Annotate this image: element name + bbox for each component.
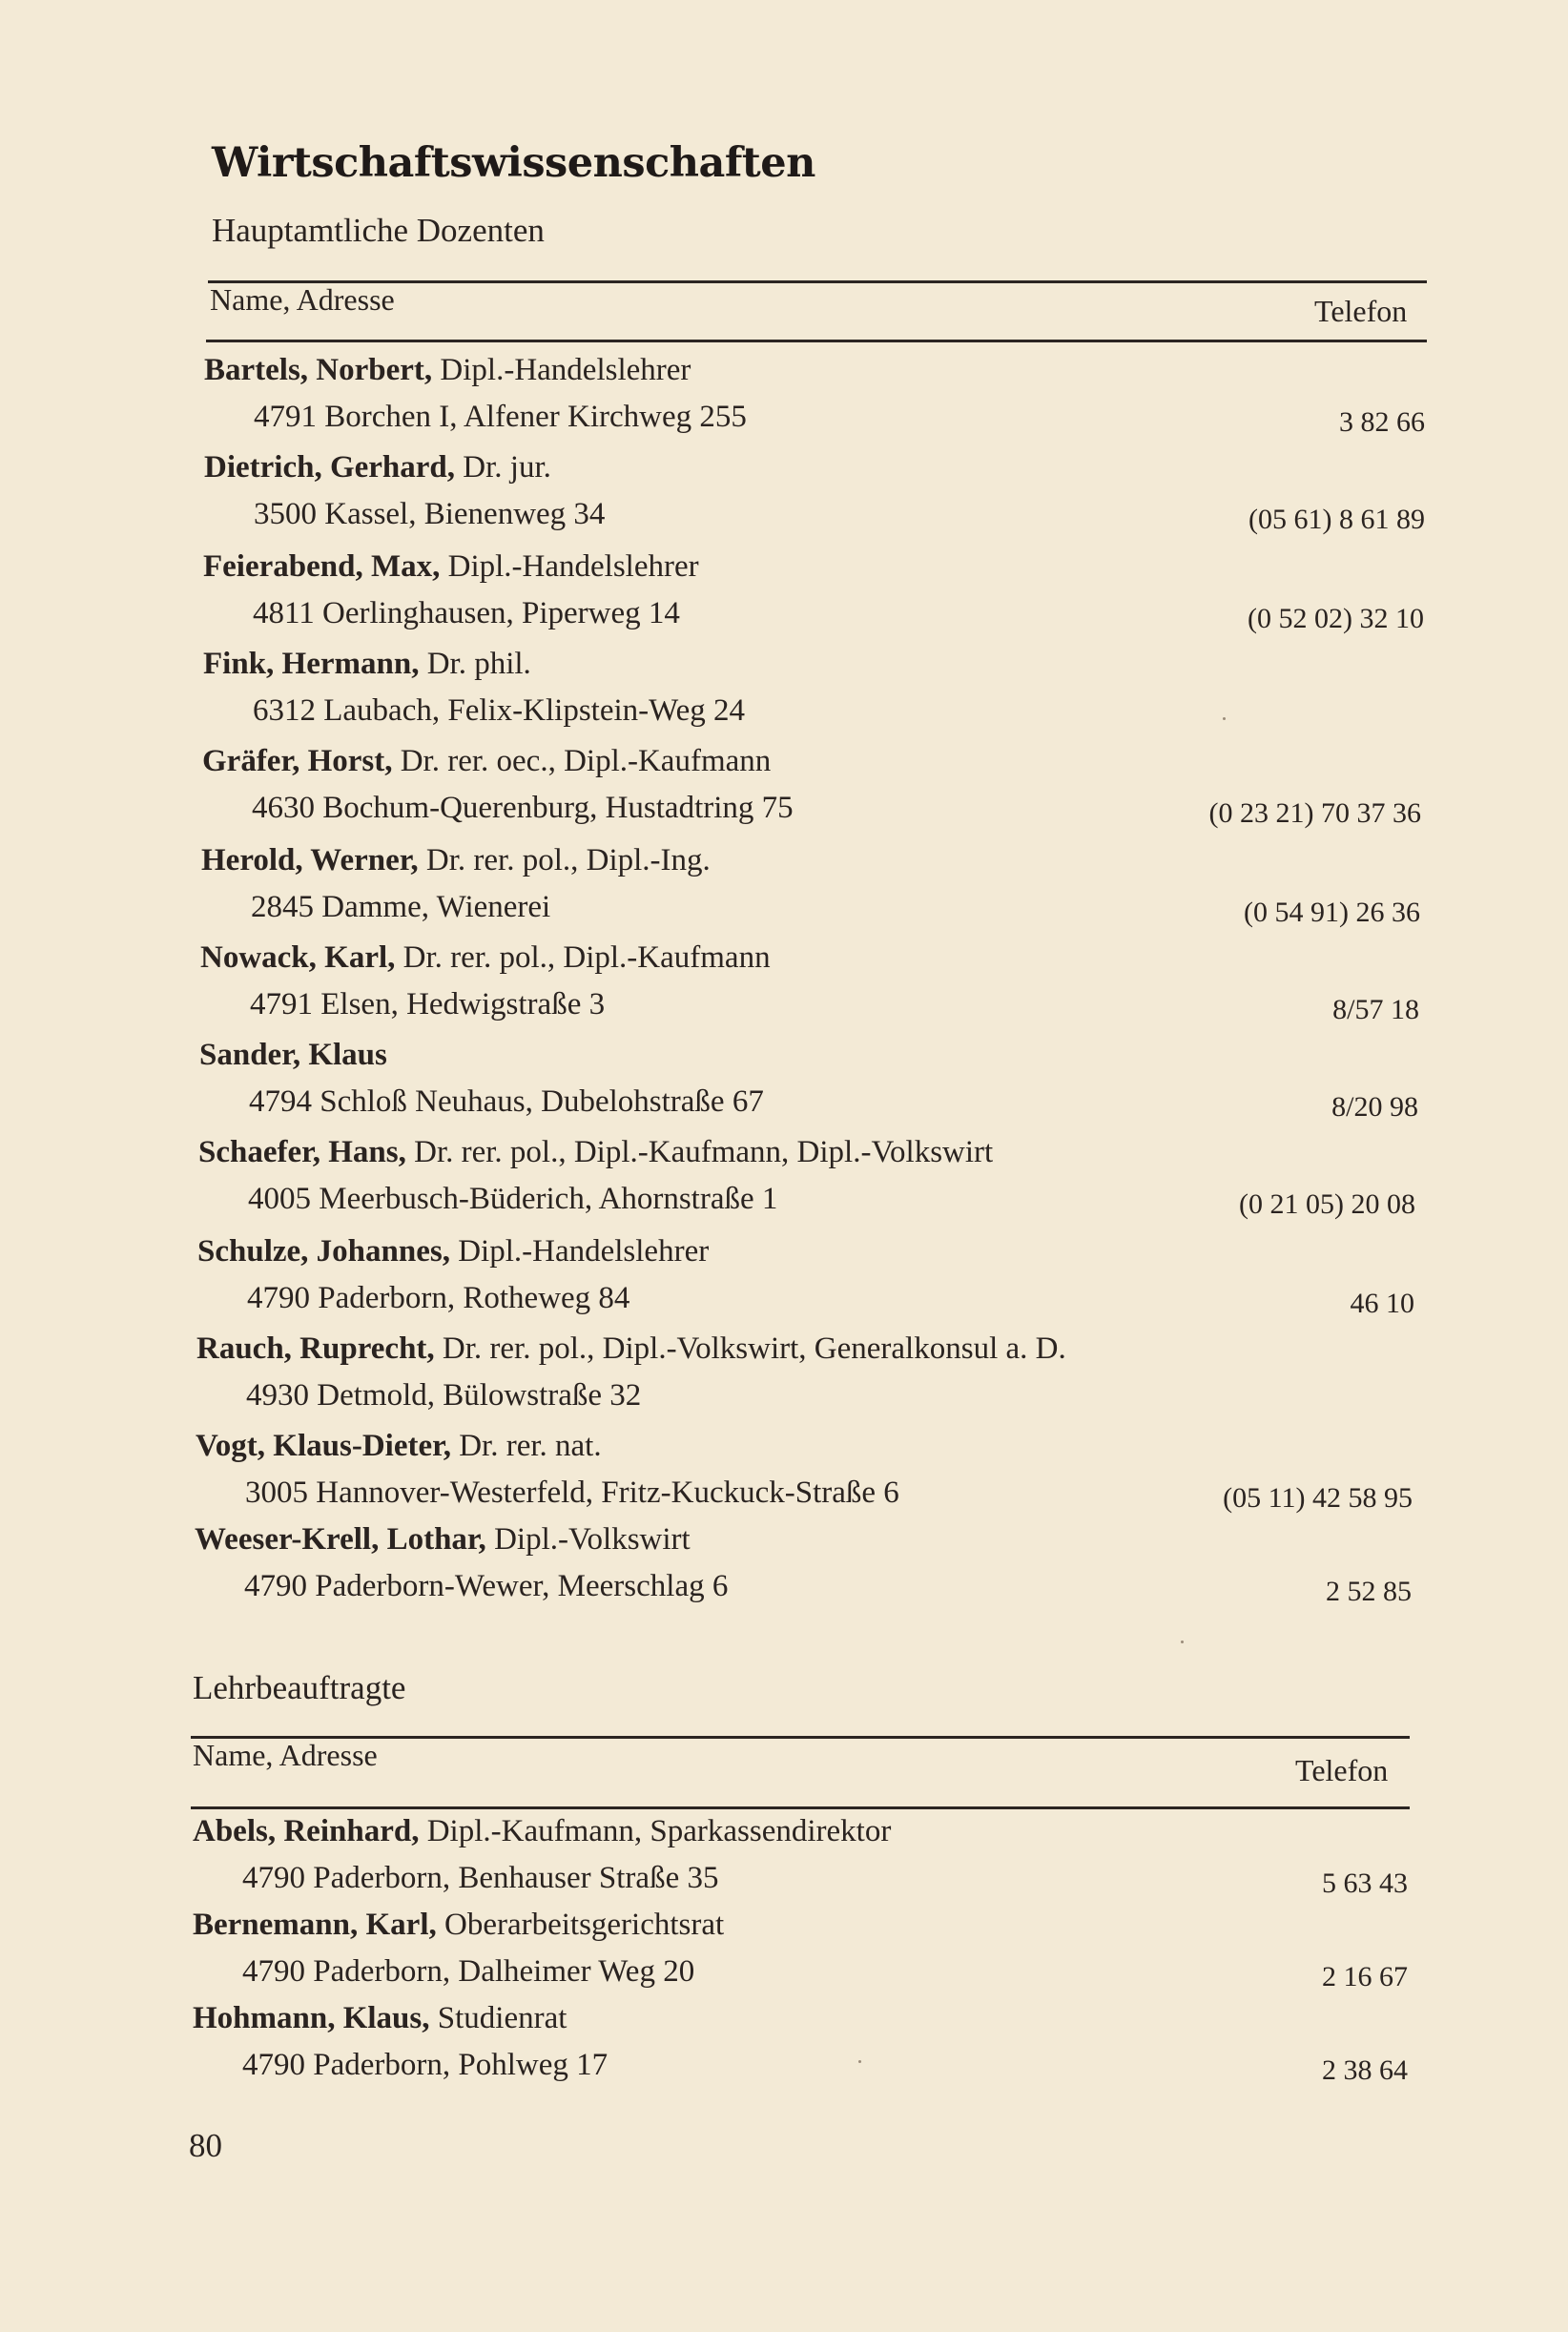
entry-name: Nowack, Karl, [200,940,396,975]
entry-title: Dr. rer. pol., Dipl.-Kaufmann, Dipl.-Volkswirt [414,1135,994,1169]
column-header-name: Name, Adresse [210,282,395,317]
entry-name: Bartels, Norbert, [204,353,433,387]
entry-address: 4791 Elsen, Hedwigstraße 3 [250,987,606,1022]
table-header-rule [191,1806,1410,1809]
entry-phone: 5 63 43 [1322,1868,1408,1899]
lecturer-entry [193,2001,1408,2096]
entry-name: Schaefer, Hans, [198,1135,406,1169]
entry-phone: (0 52 02) 32 10 [1248,603,1424,634]
lecturer-entry [193,1814,1408,1909]
entry-name: Abels, Reinhard, [193,1814,420,1848]
faculty-entry [196,1331,1413,1427]
column-header-phone: Telefon [1314,294,1408,328]
entry-phone: (0 21 05) 20 08 [1239,1188,1415,1220]
entry-address: 4630 Bochum-Querenburg, Hustadtring 75 [252,791,794,825]
paper-speck [858,2060,861,2063]
column-header-name: Name, Adresse [193,1738,378,1772]
entry-address: 3005 Hannover-Westerfeld, Fritz-Kuckuck-Straße 6 [245,1476,899,1510]
paper-speck [1223,717,1226,720]
faculty-entry [204,353,1425,448]
entry-title: Studienrat [437,2001,567,2035]
faculty-entry [197,1234,1414,1330]
entry-address: 2845 Damme, Wienerei [251,890,551,924]
faculty-entry [201,843,1420,939]
page-number: 80 [189,2127,222,2164]
entry-phone: (0 54 91) 26 36 [1244,897,1420,928]
entry-address: 4791 Borchen I, Alfener Kirchweg 255 [254,400,747,434]
entry-phone: 46 10 [1350,1288,1414,1319]
entry-title: Dr. rer. oec., Dipl.-Kaufmann [400,744,772,778]
faculty-entry [203,549,1424,645]
entry-name: Dietrich, Gerhard, [204,450,456,485]
entry-title: Dipl.-Volkswirt [494,1522,691,1557]
entry-title: Dipl.-Handelslehrer [447,549,699,584]
table-header-rule [206,340,1427,342]
section-title: Wirtschaftswissenschaften [212,139,815,187]
entry-address: 4794 Schloß Neuhaus, Dubelohstraße 67 [249,1084,764,1119]
entry-name: Schulze, Johannes, [197,1234,450,1269]
entry-phone: 2 52 85 [1326,1576,1412,1607]
entry-title: Dr. rer. pol., Dipl.-Volkswirt, Generalkonsul a. D. [442,1331,1066,1366]
entry-address: 4790 Paderborn, Rotheweg 84 [247,1281,630,1315]
entry-name: Bernemann, Karl, [193,1908,437,1942]
lecturer-entry [193,1908,1408,2003]
entry-title: Dr. rer. pol., Dipl.-Ing. [425,843,711,877]
entry-address: 4930 Detmold, Bülowstraße 32 [246,1378,642,1413]
faculty-entry [195,1522,1412,1618]
faculty-entry [202,744,1421,839]
faculty-entry [203,647,1424,742]
entry-name: Sander, Klaus [199,1038,387,1072]
lehrbeauftragte-heading: Lehrbeauftragte [193,1669,406,1706]
entry-phone: 8/57 18 [1332,994,1419,1025]
faculty-entry [204,450,1425,546]
entry-name: Herold, Werner, [201,843,419,877]
entry-name: Gräfer, Horst, [202,744,393,778]
entry-address: 4005 Meerbusch-Büderich, Ahornstraße 1 [248,1182,778,1216]
entry-phone: 8/20 98 [1331,1091,1418,1123]
entry-phone: 2 38 64 [1322,2054,1408,2086]
paper-speck [1181,1641,1184,1643]
entry-address: 4790 Paderborn, Dalheimer Weg 20 [242,1954,695,1989]
entry-address: 4790 Paderborn, Pohlweg 17 [242,2048,609,2082]
entry-title: Dr. rer. nat. [459,1429,602,1463]
entry-phone: (05 61) 8 61 89 [1248,504,1425,535]
faculty-entry [196,1429,1413,1524]
entry-name: Weeser-Krell, Lothar, [195,1522,486,1557]
entry-title: Dr. phil. [426,647,531,681]
entry-title: Dr. rer. pol., Dipl.-Kaufmann [402,940,771,975]
entry-phone: 2 16 67 [1322,1961,1408,1992]
entry-phone: 3 82 66 [1339,406,1425,438]
entry-name: Feierabend, Max, [203,549,441,584]
entry-phone: (0 23 21) 70 37 36 [1208,797,1421,829]
entry-title: Oberarbeitsgerichtsrat [444,1908,725,1942]
entry-title: Dipl.-Kaufmann, Sparkassendirektor [426,1814,892,1848]
entry-name: Fink, Hermann, [203,647,420,681]
dozenten-heading: Hauptamtliche Dozenten [212,212,545,249]
faculty-entry [200,940,1419,1036]
entry-title: Dipl.-Handelslehrer [440,353,691,387]
entry-name: Vogt, Klaus-Dieter, [196,1429,451,1463]
entry-title: Dipl.-Handelslehrer [458,1234,710,1269]
column-header-phone: Telefon [1295,1753,1389,1787]
entry-address: 6312 Laubach, Felix-Klipstein-Weg 24 [253,693,746,728]
faculty-entry [199,1038,1418,1133]
entry-phone: (05 11) 42 58 95 [1223,1482,1413,1514]
faculty-entry [198,1135,1415,1230]
entry-name: Rauch, Ruprecht, [196,1331,435,1366]
entry-title: Dr. jur. [463,450,551,485]
entry-address: 4790 Paderborn, Benhauser Straße 35 [242,1861,719,1895]
entry-address: 4811 Oerlinghausen, Piperweg 14 [253,596,680,630]
entry-name: Hohmann, Klaus, [193,2001,430,2035]
entry-address: 4790 Paderborn-Wewer, Meerschlag 6 [244,1569,729,1603]
entry-address: 3500 Kassel, Bienenweg 34 [254,497,606,531]
